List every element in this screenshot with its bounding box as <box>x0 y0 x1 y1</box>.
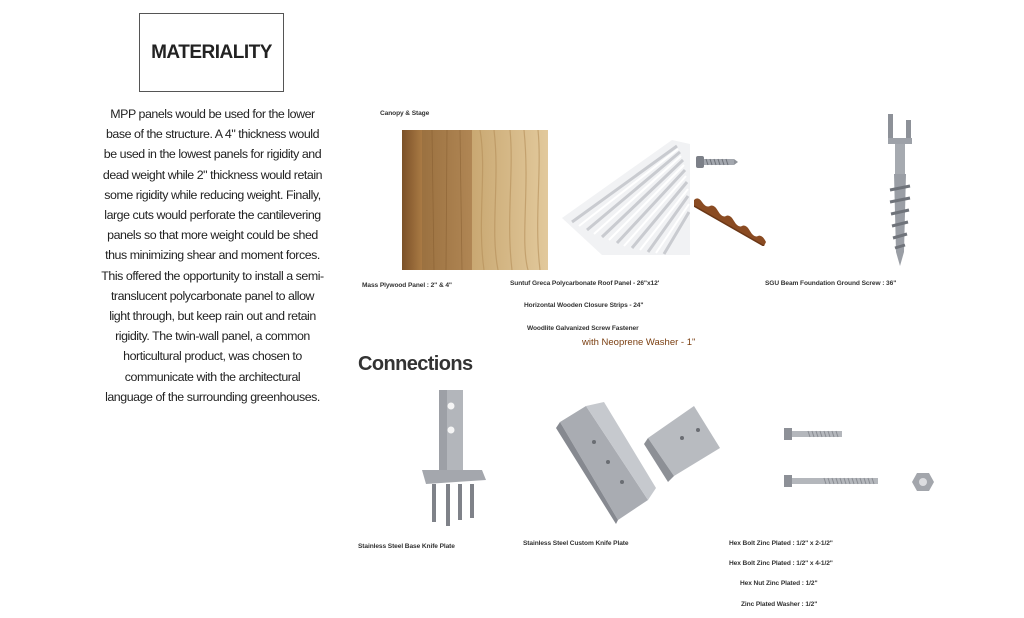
screw-fastener-image <box>696 153 738 171</box>
polycarbonate-panel-image <box>562 140 690 255</box>
base-knife-plate-image <box>420 388 486 530</box>
plywood-label: Mass Plywood Panel : 2" & 4" <box>362 282 452 289</box>
ground-screw-label: SGU Beam Foundation Ground Screw : 36" <box>765 280 897 287</box>
mass-plywood-image <box>402 130 548 270</box>
closure-strips-label: Horizontal Wooden Closure Strips - 24" <box>524 302 644 309</box>
page-title: MATERIALITY <box>139 13 284 92</box>
hex-nut-image <box>912 472 934 492</box>
screw-fastener-label: Woodlite Galvanized Screw Fastener <box>527 325 639 332</box>
washer-label: Zinc Plated Washer : 1/2" <box>741 601 818 608</box>
hex-bolt-long-label: Hex Bolt Zinc Plated : 1/2" x 4-1/2" <box>729 560 833 567</box>
custom-knife-plate-label: Stainless Steel Custom Knife Plate <box>523 540 629 547</box>
hex-bolt-long-image <box>784 474 880 488</box>
closure-strip-image <box>694 196 766 246</box>
connections-heading: Connections <box>358 353 473 375</box>
neoprene-washer-label: with Neoprene Washer - 1" <box>582 337 696 348</box>
custom-knife-plate-image <box>556 402 726 524</box>
hex-nut-label: Hex Nut Zinc Plated : 1/2" <box>740 580 818 587</box>
materiality-description: MPP panels would be used for the lower base of the structure. A 4" thickness would be used in the lowest panels for rigidity and dead weight while 2" thickness would retain some rigidity while reducing weight. Finally, large cuts would perforate the cantilevering panels so that more weight could be shed thus minimizing shear and moment forces. This offered the opportunity to install a semi-translucent polycarbonate panel to allow light through, but keep rain out and retain rigidity. The twin-wall panel, a common horticultural product, was chosen to communicate with the architectural language of the surrounding greenhouses. <box>101 107 324 404</box>
canopy-stage-heading: Canopy & Stage <box>380 110 430 117</box>
ground-screw-image <box>880 112 920 268</box>
hex-bolt-short-label: Hex Bolt Zinc Plated : 1/2" x 2-1/2" <box>729 540 833 547</box>
hex-bolt-short-image <box>784 427 844 441</box>
roof-panel-label: Suntuf Greca Polycarbonate Roof Panel - 26"x12' <box>510 280 660 287</box>
base-knife-plate-label: Stainless Steel Base Knife Plate <box>358 543 455 550</box>
